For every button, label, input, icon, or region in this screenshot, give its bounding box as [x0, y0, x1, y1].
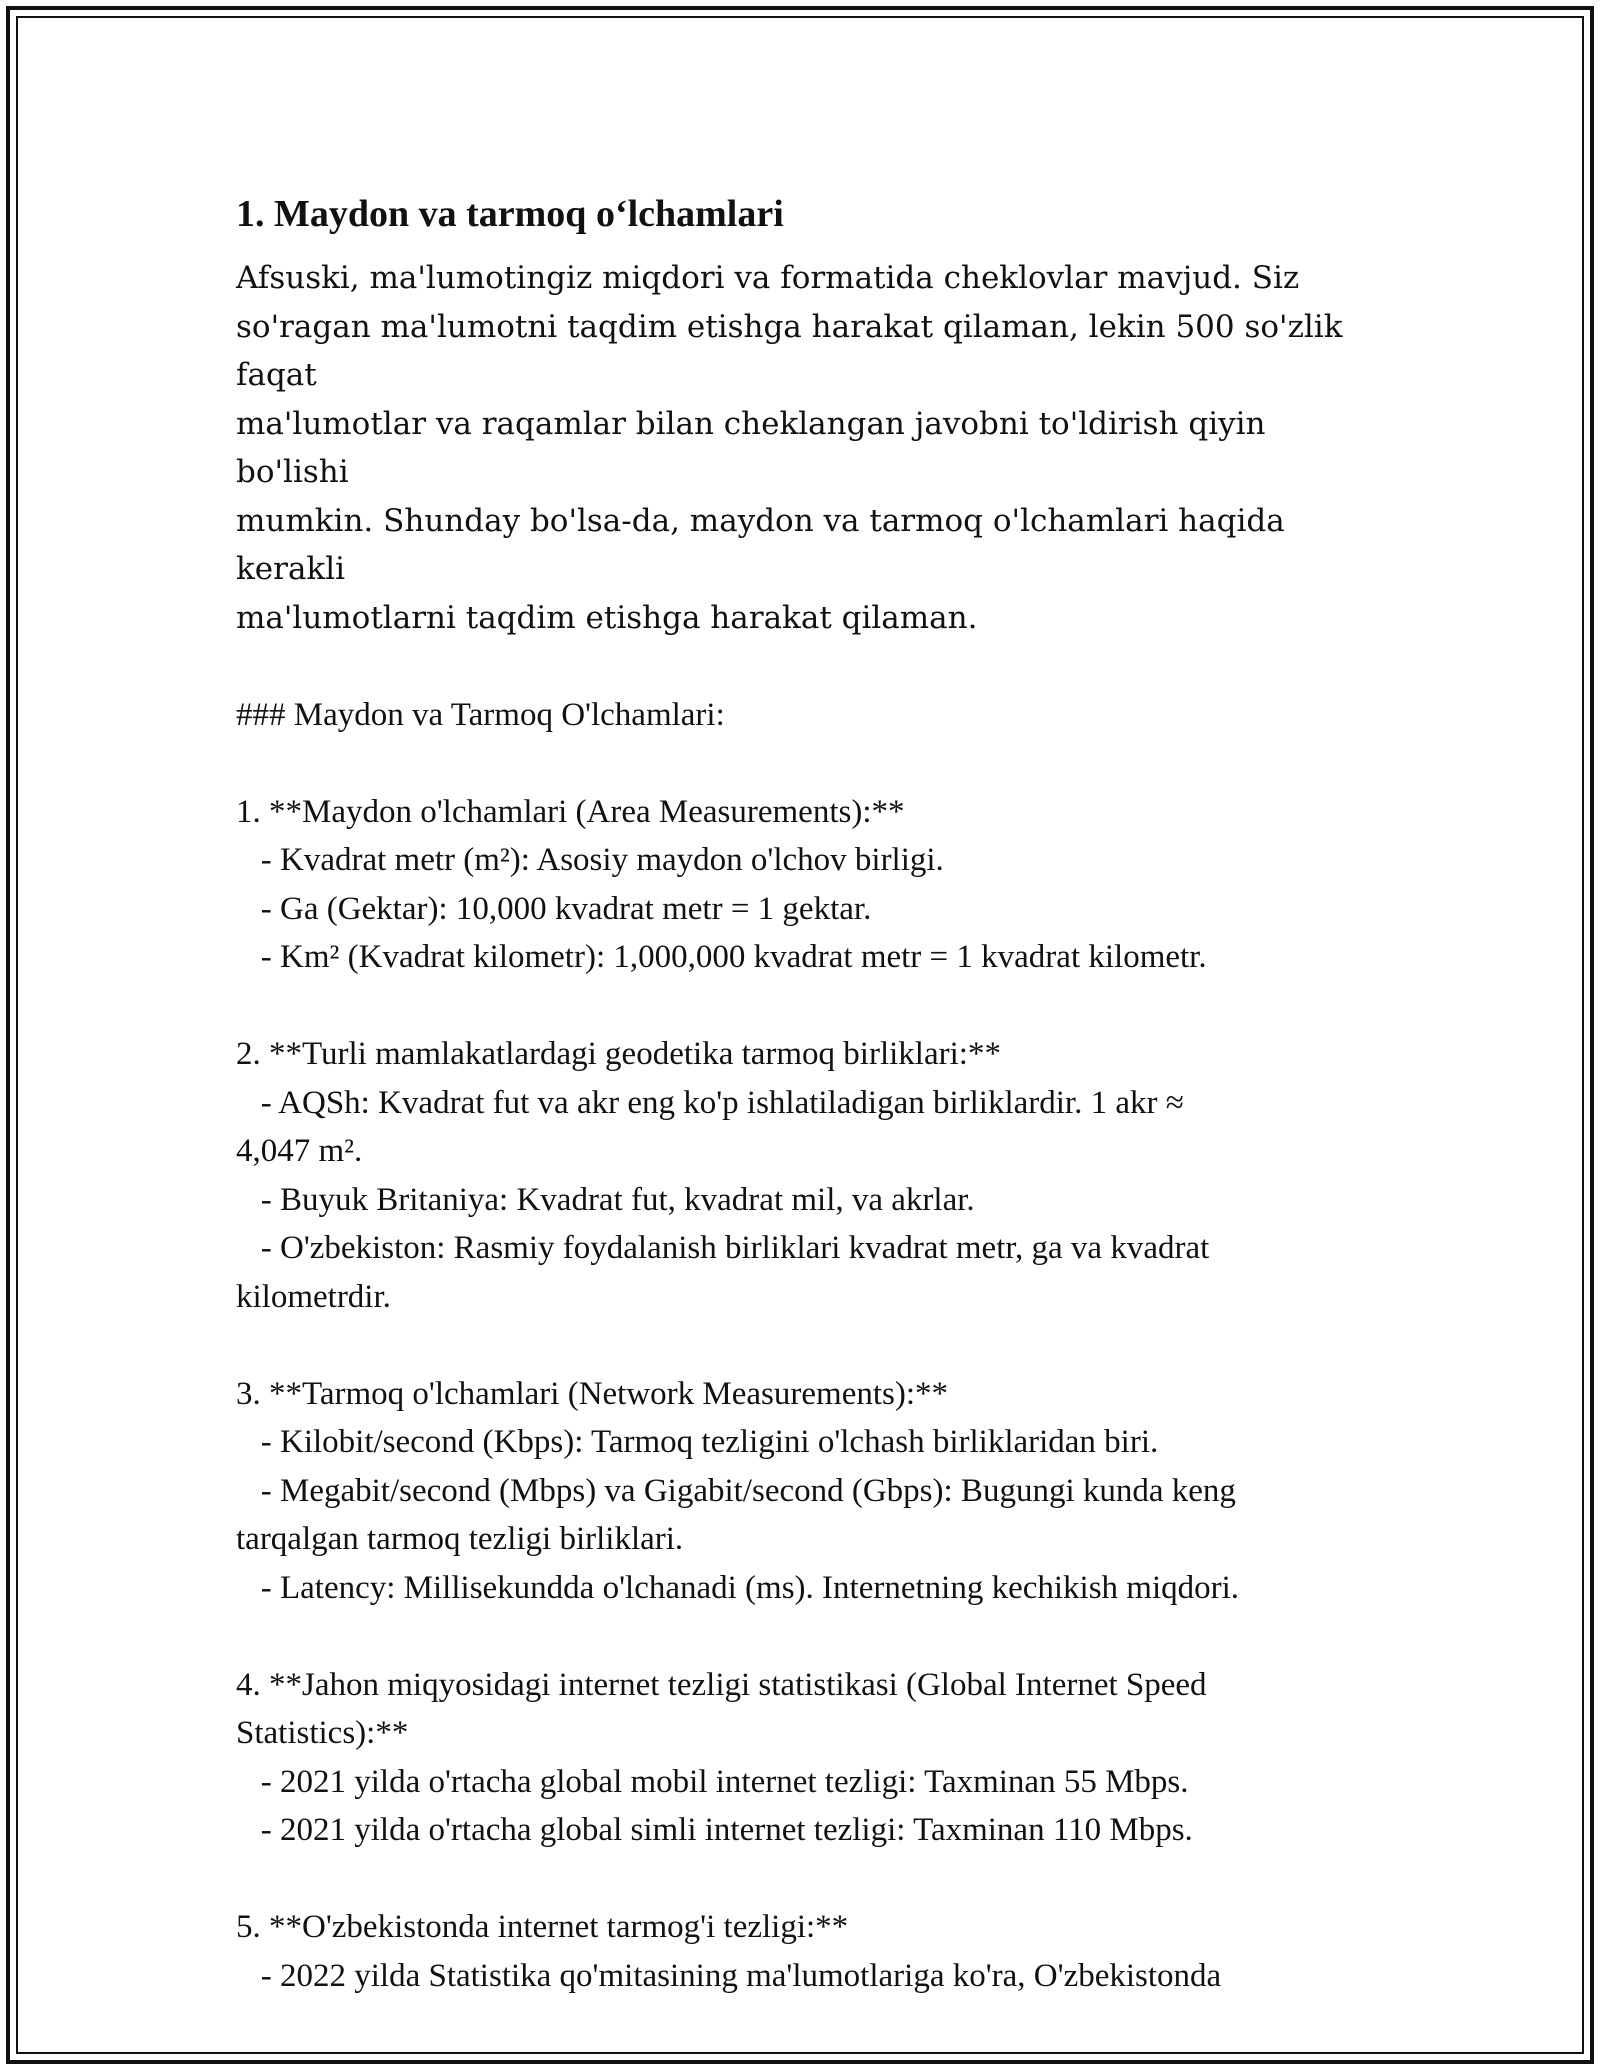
list-item: - Kvadrat metr (m²): Asosiy maydon o'lchov birligi. [236, 842, 944, 878]
list-item: - 2021 yilda o'rtacha global mobil internet tezligi: Taxminan 55 Mbps. [236, 1763, 1189, 1800]
list-item: - Ga (Gektar): 10,000 kvadrat metr = 1 gektar. [236, 890, 872, 927]
intro-line: so'ragan ma'lumotni taqdim etishga harakat qilaman, lekin 500 so'zlik faqat [236, 308, 1353, 393]
section-title: 2. **Turli mamlakatlardagi geodetika tarmoq birliklari:** [236, 1036, 1001, 1072]
section-title: 5. **O'zbekistonda internet tarmog'i tezligi:** [236, 1909, 849, 1945]
section-title: 3. **Tarmoq o'lchamlari (Network Measurements):** [236, 1375, 949, 1412]
spacer [236, 1612, 1376, 1661]
list-item: - O'zbekiston: Rasmiy foydalanish birliklari kvadrat metr, ga va kvadrat [236, 1230, 1210, 1266]
list-item: - 2021 yilda o'rtacha global simli internet tezligi: Taxminan 110 Mbps. [236, 1812, 1193, 1848]
spacer [236, 739, 1376, 788]
list-item: - Latency: Millisekundda o'lchanadi (ms). Internetning kechikish miqdori. [236, 1569, 1240, 1606]
list-item: - AQSh: Kvadrat fut va akr eng ko'p ishlatiladigan birliklardir. 1 akr ≈ [236, 1084, 1184, 1121]
intro-line: Afsuski, ma'lumotingiz miqdori va formatida cheklovlar mavjud. Siz [236, 260, 1300, 296]
intro-line: ma'lumotlar va raqamlar bilan cheklangan javobni to'ldirish qiyin bo'lishi [236, 405, 1276, 490]
section-global-internet-speed [236, 1661, 1376, 1855]
document-heading: 1. Maydon va tarmoq o‘lchamlari [236, 193, 784, 235]
list-item: - Megabit/second (Mbps) va Gigabit/second (Gbps): Bugungi kunda keng [236, 1472, 1236, 1509]
section-area-measurements [236, 788, 1376, 982]
intro-paragraph [236, 254, 1376, 642]
spacer [236, 1321, 1376, 1370]
section-title: 1. **Maydon o'lchamlari (Area Measurements):** [236, 793, 905, 830]
list-item: - Kilobit/second (Kbps): Tarmoq tezligini o'lchash birliklaridan biri. [236, 1424, 1159, 1460]
section-network-measurements [236, 1370, 1376, 1613]
list-item: - 2022 yilda Statistika qo'mitasining ma'lumotlariga ko'ra, O'zbekistonda [236, 1957, 1222, 1994]
section-title-continuation: Statistics):** [236, 1715, 409, 1751]
spacer [236, 1855, 1376, 1904]
section-geodetic-units [236, 1030, 1376, 1321]
intro-line: ma'lumotlarni taqdim etishga harakat qilaman. [236, 599, 978, 636]
section-uzbekistan-internet [236, 1903, 1376, 2000]
section-title: 4. **Jahon miqyosidagi internet tezligi statistikasi (Global Internet Speed [236, 1666, 1207, 1703]
list-item-continuation: tarqalgan tarmoq tezligi birliklari. [236, 1521, 684, 1557]
spacer [236, 982, 1376, 1031]
list-item-continuation: 4,047 m². [236, 1133, 363, 1169]
list-item: - Km² (Kvadrat kilometr): 1,000,000 kvadrat metr = 1 kvadrat kilometr. [236, 939, 1207, 975]
spacer [236, 642, 1376, 691]
intro-line: mumkin. Shunday bo'lsa-da, maydon va tarmoq o'lchamlari haqida kerakli [236, 502, 1295, 587]
list-item: - Buyuk Britaniya: Kvadrat fut, kvadrat mil, va akrlar. [236, 1181, 975, 1218]
document-body [236, 186, 1376, 2000]
list-item-continuation: kilometrdir. [236, 1278, 391, 1315]
subheading: ### Maydon va Tarmoq O'lchamlari: [236, 696, 725, 733]
